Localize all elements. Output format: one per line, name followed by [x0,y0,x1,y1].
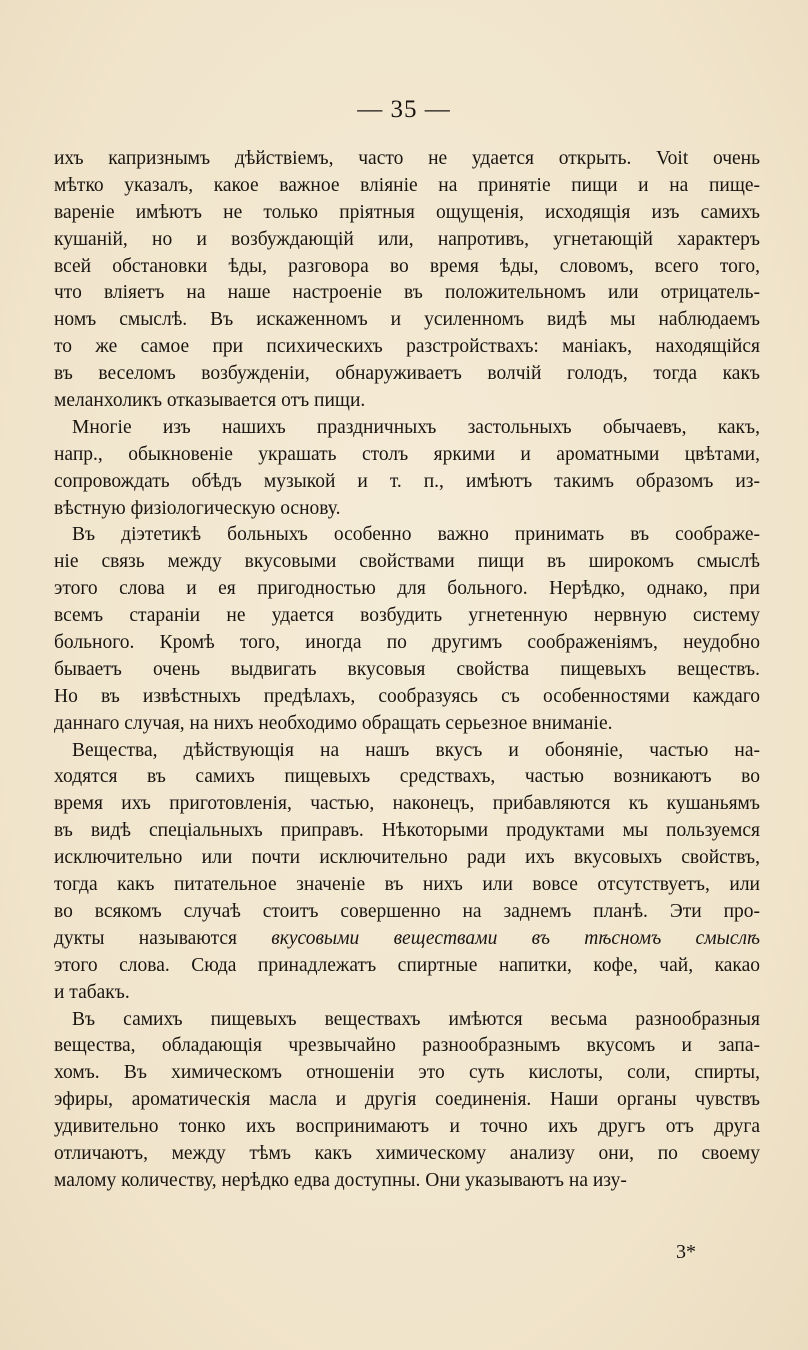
text-line: больного. Кромѣ того, иногда по другимъ соображеніямъ, неудобно [54,632,760,654]
text-line: даннаго случая, на нихъ необходимо обращать серьезное вниманіе. [54,712,613,734]
text-line: напр., обыкновеніе украшать столъ яркими и ароматными цвѣтами, [54,443,760,465]
text-line: во всякомъ случаѣ стоитъ совершенно на заднемъ планѣ. Эти про- [54,900,760,922]
text-line: Въ самихъ пищевыхъ веществахъ имѣются весьма разнообразныя [72,1008,760,1030]
text-line: номъ смыслѣ. Въ искаженномъ и усиленномъ видѣ мы наблюдаемъ [54,309,760,331]
text-body [54,146,760,1195]
emphasized-term: вкусовыми веществами въ тѣсномъ смыслѣ [271,927,760,949]
text-line: мѣтко указалъ, какое важное вліяніе на принятіе пищи и на пище- [54,174,760,196]
paragraph [54,415,760,523]
text-line: что вліяетъ на наше настроеніе въ положительномъ или отрицатель- [54,282,760,304]
text-line: всей обстановки ѣды, разговора во время ѣды, словомъ, всего того, [54,255,760,277]
text-line: время ихъ приготовленія, частью, наконецъ, прибавляются къ кушаньямъ [54,793,760,815]
text-line: вареніе имѣютъ не только пріятныя ощущенія, исходящія изъ самихъ [54,201,760,223]
text-line: этого слова и ея пригодностью для больного. Нерѣдко, однако, при [54,578,760,600]
text-line: ніе связь между вкусовыми свойствами пищи въ широкомъ смыслѣ [54,551,760,573]
paragraph [54,738,760,1007]
text-line: хомъ. Въ химическомъ отношеніи это суть кислоты, соли, спирты, [54,1062,760,1084]
text-line: Но въ извѣстныхъ предѣлахъ, сообразуясь съ особенностями каждаго [54,685,760,707]
paragraph [54,522,760,737]
text-line: меланхоликъ отказывается отъ пищи. [54,390,366,412]
text-line: и табакъ. [54,981,130,1003]
text-line: удивительно тонко ихъ воспринимаютъ и точно ихъ другъ отъ друга [54,1116,760,1138]
text-line: Въ діэтетикѣ больныхъ особенно важно принимать въ соображе- [72,524,760,546]
paragraph [54,1007,760,1195]
text-line: ходятся въ самихъ пищевыхъ средствахъ, частью возникаютъ во [54,766,760,788]
text-line: Многіе изъ нашихъ праздничныхъ застольныхъ обычаевъ, какъ, [72,416,760,438]
text-line: дукты называются вкусовыми веществами въ тѣсномъ смыслѣ [54,927,760,949]
text-line: сопровождать обѣдъ музыкой и т. п., имѣютъ такимъ образомъ из- [54,470,760,492]
text-line: вещества, обладающія чрезвычайно разнообразнымъ вкусомъ и запа- [54,1035,760,1057]
signature-mark: 3* [676,1241,696,1263]
text-line: Вещества, дѣйствующія на нашъ вкусъ и обоняніе, частью на- [72,739,760,761]
text-line: вѣстную физіологическую основу. [54,497,341,519]
text-line: бываетъ очень выдвигать вкусовыя свойства пищевыхъ веществъ. [54,658,760,680]
text-line: тогда какъ питательное значеніе въ нихъ или вовсе отсутствуетъ, или [54,874,760,896]
text-line: этого слова. Сюда принадлежатъ спиртные напитки, кофе, чай, какао [54,954,760,976]
page-number: — 35 — [357,96,451,123]
text-line: исключительно или почти исключительно ради ихъ вкусовыхъ свойствъ, [54,847,760,869]
paragraph [54,146,760,415]
text-line: кушаній, но и возбуждающій или, напротивъ, угнетающій характеръ [54,228,760,250]
text-line: ихъ капризнымъ дѣйствіемъ, часто не удается открыть. Voit очень [54,148,760,169]
text-line: въ веселомъ возбужденіи, обнаруживаетъ волчій голодъ, тогда какъ [54,363,760,385]
text-line: въ видѣ спеціальныхъ приправъ. Нѣкоторыми продуктами мы пользуемся [54,820,760,842]
text-line: эфиры, ароматическія масла и другія соединенія. Наши органы чувствъ [54,1089,760,1111]
text-line: отличаютъ, между тѣмъ какъ химическому анализу они, по своему [54,1142,760,1164]
text-line: малому количеству, нерѣдко едва доступны. Они указываютъ на изу- [54,1169,627,1191]
text-line: всемъ стараніи не удается возбудить угнетенную нервную систему [54,605,760,627]
text-line: то же самое при психическихъ разстройствахъ: маніакъ, находящійся [54,336,760,358]
